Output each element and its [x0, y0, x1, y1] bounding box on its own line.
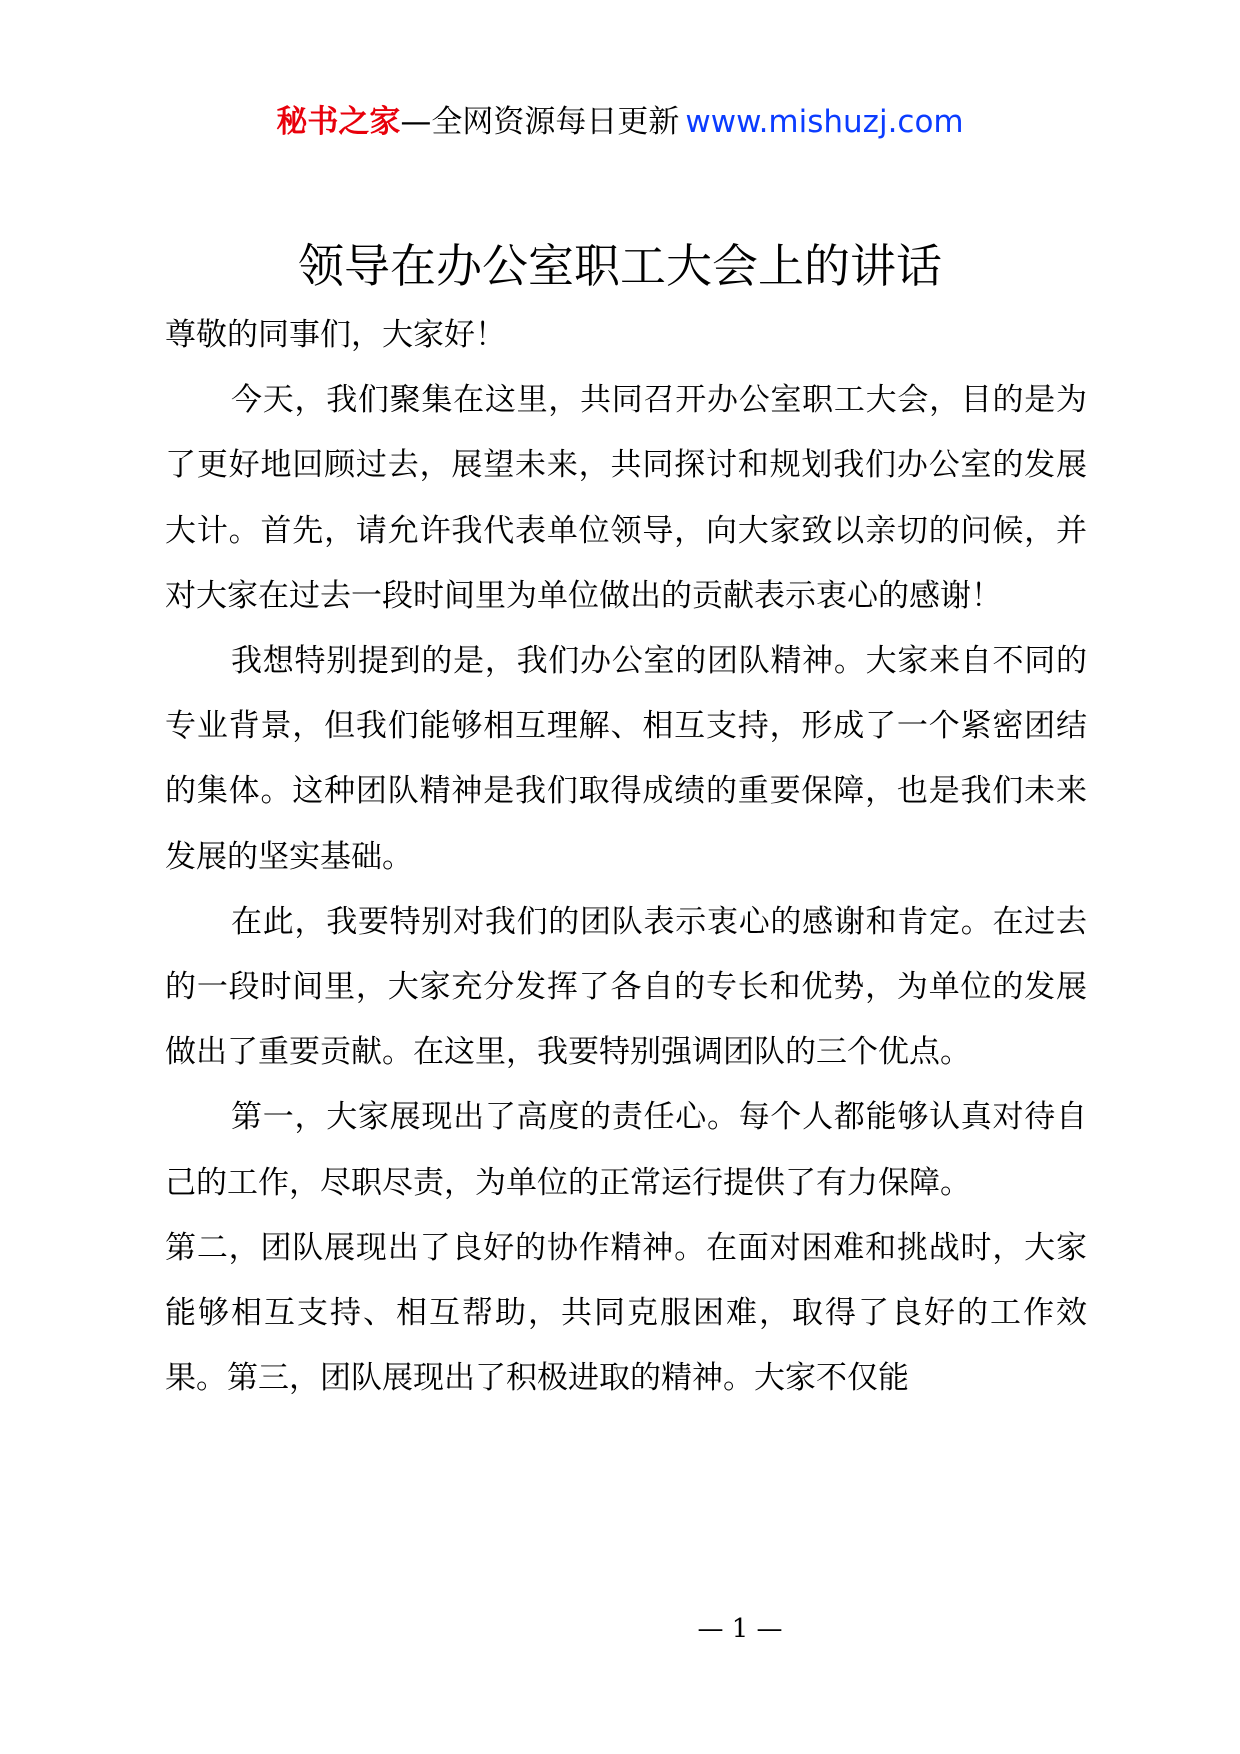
salutation: 尊敬的同事们，大家好！ — [165, 317, 506, 353]
site-url[interactable]: www.mishuzj.com — [685, 104, 964, 140]
document-body — [165, 303, 1087, 1411]
paragraph: 第二，团队展现出了良好的协作精神。在面对困难和挑战时，大家能够相互支持、相互帮助，共同克服困难，取得了良好的工作效果。第三，团队展现出了积极进取的精神。大家不仅能 — [165, 1229, 1087, 1397]
brand-name: 秘书之家 — [276, 104, 401, 140]
brand-tagline: —全网资源每日更新 — [400, 104, 680, 140]
paragraph: 在此，我要特别对我们的团队表示衷心的感谢和肯定。在过去的一段时间里，大家充分发挥了各自的专长和优势，为单位的发展做出了重要贡献。在这里，我要特别强调团队的三个优点。 — [165, 903, 1087, 1071]
document-title: 领导在办公室职工大会上的讲话 — [298, 239, 942, 293]
page-number: — 1 — — [697, 1614, 783, 1644]
paragraph: 今天，我们聚集在这里，共同召开办公室职工大会，目的是为了更好地回顾过去，展望未来，共同探讨和规划我们办公室的发展大计。首先，请允许我代表单位领导，向大家致以亲切的问候，并对大家在过去一段时间里为单位做出的贡献表示衷心的感谢！ — [165, 382, 1087, 614]
site-header — [0, 102, 1240, 142]
paragraph: 我想特别提到的是，我们办公室的团队精神。大家来自不同的专业背景，但我们能够相互理解、相互支持，形成了一个紧密团结的集体。这种团队精神是我们取得成绩的重要保障，也是我们未来发展的坚实基础。 — [165, 643, 1087, 875]
paragraph: 第一，大家展现出了高度的责任心。每个人都能够认真对待自己的工作，尽职尽责，为单位的正常运行提供了有力保障。 — [165, 1099, 1087, 1201]
